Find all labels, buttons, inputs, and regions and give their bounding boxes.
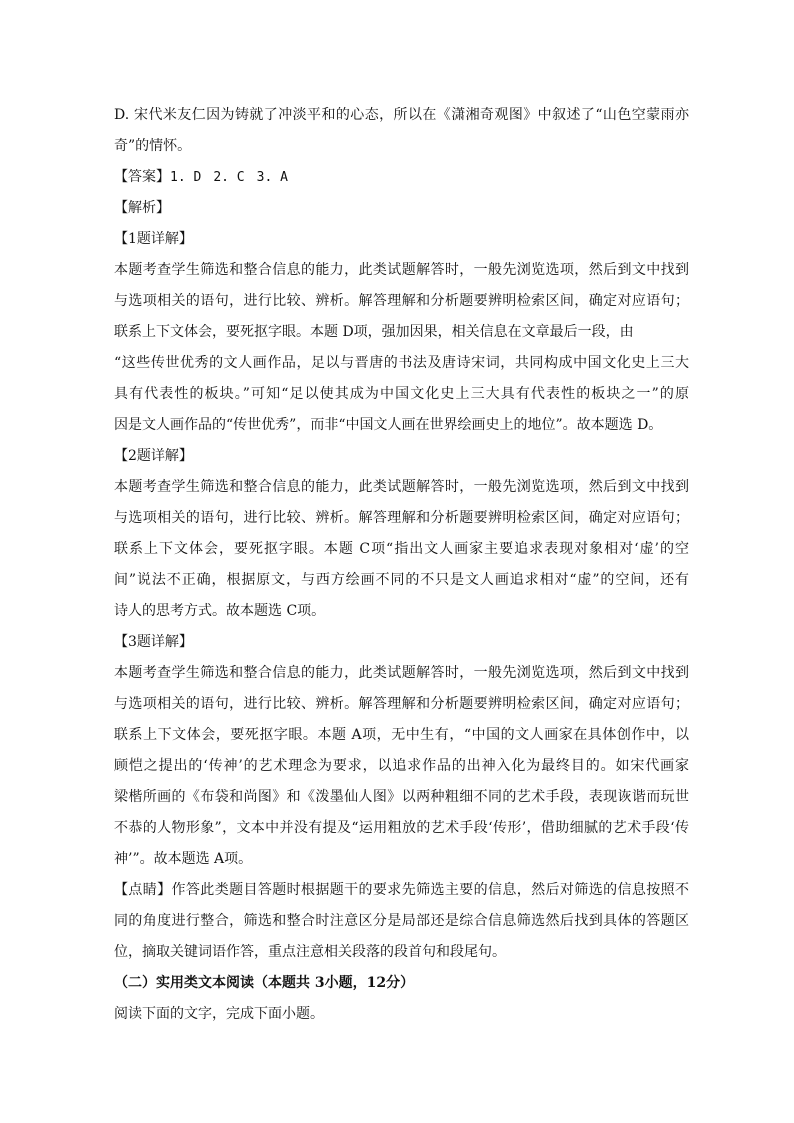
answer-1: 1. D xyxy=(170,170,202,185)
q2-paragraph-line: 与选项相关的语句，进行比较、辨析。解答理解和分析题要辨明检索区间，确定对应语句； xyxy=(114,510,689,526)
q3-paragraph-line: 与选项相关的语句，进行比较、辨析。解答理解和分析题要辨明检索区间，确定对应语句； xyxy=(114,696,689,712)
q3-paragraph-line: 神’”。故本题选 A项。 xyxy=(114,851,253,867)
answer-label: 【答案】 xyxy=(114,169,170,185)
q3-paragraph-line: 联系上下文体会，要死抠字眼。本题 A项，无中生有，“中国的文人画家在具体创作中，以 xyxy=(114,727,689,743)
q1-paragraph-line: 因是文人画作品的“传世优秀”，而非“中国文人画在世界绘画史上的地位”。故本题选 D。 xyxy=(114,417,663,433)
q1-heading: 【1题详解】 xyxy=(114,231,193,247)
reading-instruction: 阅读下面的文字，完成下面小题。 xyxy=(114,1006,324,1022)
q2-paragraph-line: 本题考查学生筛选和整合信息的能力，此类试题解答时，一般先浏览选项，然后到文中找到 xyxy=(114,479,689,495)
q1-paragraph-line: 联系上下文体会，要死抠字眼。本题 D项，强加因果，相关信息在文章最后一段，由 xyxy=(114,324,634,340)
q2-paragraph-line: 间”说法不正确，根据原文，与西方绘画不同的不只是文人画追求相对“虚”的空间，还有 xyxy=(114,572,689,588)
q1-paragraph-line: 具有代表性的板块。”可知“足以使其成为中国文化史上三大具有代表性的板块之一”的原 xyxy=(114,386,689,402)
option-d-line-1: D. 宋代米友仁因为铸就了冲淡平和的心态，所以在《潇湘奇观图》中叙述了“山色空蒙雨亦 xyxy=(114,107,689,123)
q3-paragraph-line: 本题考查学生筛选和整合信息的能力，此类试题解答时，一般先浏览选项，然后到文中找到 xyxy=(114,665,689,681)
q3-paragraph-line: 顾恺之提出的‘传神’的艺术理念为要求，以追求作品的出神入化为最终目的。如宋代画家 xyxy=(114,758,689,774)
q1-paragraph-line: 与选项相关的语句，进行比较、辨析。解答理解和分析题要辨明检索区间，确定对应语句； xyxy=(114,293,689,309)
q3-paragraph-line: 梁楷所画的《布袋和尚图》和《泼墨仙人图》以两种粗细不同的艺术手段，表现诙谐而玩世 xyxy=(114,789,689,805)
section-heading: （二）实用类文本阅读（本题共 3小题，12分） xyxy=(114,975,415,991)
answer-line xyxy=(114,162,689,193)
answer-2: 2. C xyxy=(213,170,245,185)
q1-paragraph-line: “这些传世优秀的文人画作品，足以与晋唐的书法及唐诗宋词，共同构成中国文化史上三大 xyxy=(114,355,689,371)
q2-heading: 【2题详解】 xyxy=(114,448,193,464)
q2-paragraph-line: 诗人的思考方式。故本题选 C项。 xyxy=(114,603,326,619)
answer-3: 3. A xyxy=(256,170,288,185)
option-d-line-2: 奇”的情怀。 xyxy=(114,138,192,154)
tips-paragraph-line: 位，摘取关键词语作答，重点注意相关段落的段首句和段尾句。 xyxy=(114,944,506,960)
tips-paragraph-line: 同的角度进行整合，筛选和整合时注意区分是局部还是综合信息筛选然后找到具体的答题区 xyxy=(114,913,689,929)
q2-paragraph-line: 联系上下文体会，要死抠字眼。本题 C项“指出文人画家主要追求表现对象相对‘虚’的空 xyxy=(114,541,689,557)
document-body xyxy=(114,100,689,1030)
tips-paragraph-line: 【点睛】作答此类题目答题时根据题干的要求先筛选主要的信息，然后对筛选的信息按照不 xyxy=(114,882,689,898)
q3-paragraph-line: 不恭的人物形象”，文本中并没有提及“运用粗放的艺术手段‘传形’，借助细腻的艺术手段‘传 xyxy=(114,820,689,836)
q3-heading: 【3题详解】 xyxy=(114,634,193,650)
analysis-heading: 【解析】 xyxy=(114,200,170,216)
q1-paragraph-line: 本题考查学生筛选和整合信息的能力，此类试题解答时，一般先浏览选项，然后到文中找到 xyxy=(114,262,689,278)
